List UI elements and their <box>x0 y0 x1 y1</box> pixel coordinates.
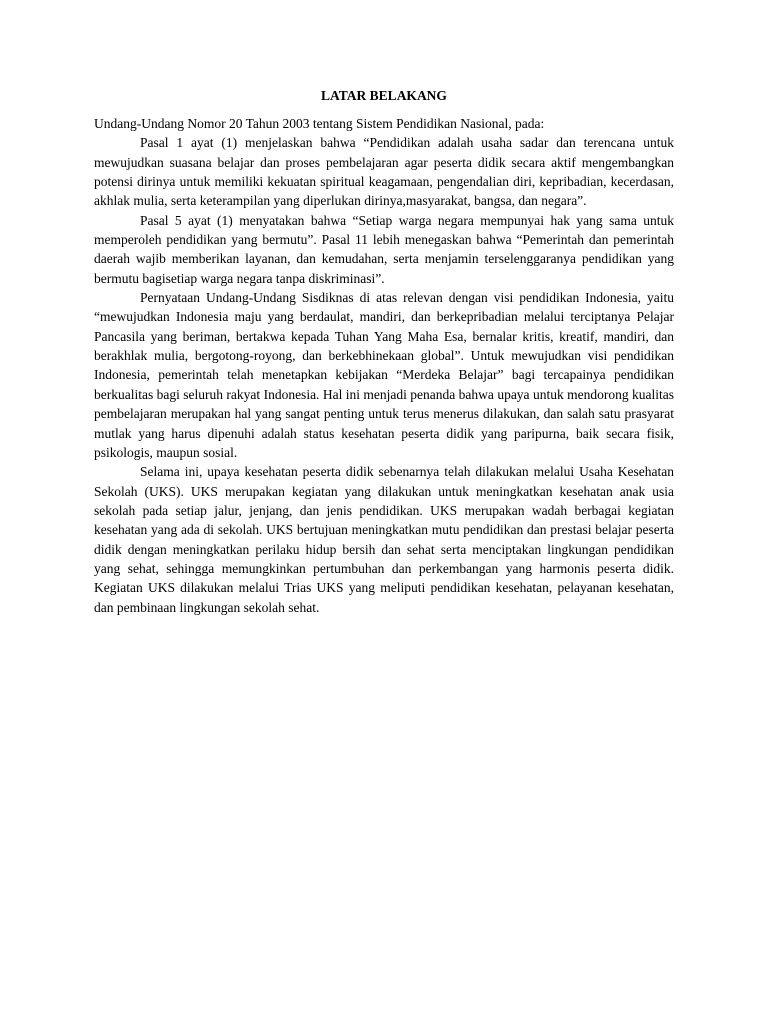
document-page <box>94 84 674 617</box>
paragraph-uks: Selama ini, upaya kesehatan peserta didik sebenarnya telah dilakukan melalui Usaha Kesehatan Sekolah (UKS). UKS merupakan kegiatan yang dilakukan untuk meningkatkan kesehatan anak usia sekolah pada setiap jalur, jenjang, dan jenis pendidikan. UKS merupakan wadah berbagai kegiatan kesehatan yang ada di sekolah. UKS bertujuan meningkatkan mutu pendidikan dan prestasi belajar peserta didik dengan meningkatkan perilaku hidup bersih dan sehat serta menciptakan lingkungan pendidikan yang sehat, sehingga memungkinkan pertumbuhan dan perkembangan yang harmonis peserta didik. Kegiatan UKS dilakukan melalui Trias UKS yang meliputi pendidikan kesehatan, pelayanan kesehatan, dan pembinaan lingkungan sekolah sehat. <box>94 464 674 615</box>
document-title: LATAR BELAKANG <box>321 88 447 103</box>
paragraph-pasal-1: Pasal 1 ayat (1) menjelaskan bahwa “Pendidikan adalah usaha sadar dan terencana untuk mewujudkan suasana belajar dan proses pembelajaran agar peserta didik secara aktif mengembangkan potensi dirinya untuk memiliki kekuatan spiritual keagamaan, pengendalian diri, kepribadian, kecerdasan, akhlak mulia, serta keterampilan yang diperlukan dirinya,masyarakat, bangsa, dan negara”. <box>94 135 674 209</box>
paragraph-pasal-5: Pasal 5 ayat (1) menyatakan bahwa “Setiap warga negara mempunyai hak yang sama untuk memperoleh pendidikan yang bermutu”. Pasal 11 lebih menegaskan bahwa “Pemerintah dan pemerintah daerah wajib memberikan layanan, dan kemudahan, serta menjamin terselenggaranya pendidikan yang bermutu bagisetiap warga negara tanpa diskriminasi”. <box>94 212 674 286</box>
paragraph-visi-pendidikan: Pernyataan Undang-Undang Sisdiknas di atas relevan dengan visi pendidikan Indonesia, yaitu “mewujudkan Indonesia maju yang berdaulat, mandiri, dan berkepribadian melalui terciptanya Pelajar Pancasila yang beriman, bertakwa kepada Tuhan Yang Maha Esa, bernalar kritis, kreatif, mandiri, dan berakhlak mulia, bergotong-royong, dan berkebhinekaan global”. Untuk mewujudkan visi pendidikan Indonesia, pemerintah telah menetapkan kebijakan “Merdeka Belajar” bagi tercapainya pendidikan berkualitas bagi seluruh rakyat Indonesia. Hal ini menjadi penanda bahwa upaya untuk mendorong kualitas pembelajaran merupakan hal yang sangat penting untuk terus menerus dilakukan, dan salah satu prasyarat mutlak yang harus dipenuhi adalah status kesehatan peserta didik yang paripurna, baik secara fisik, psikologis, maupun sosial. <box>94 290 674 460</box>
intro-line: Undang-Undang Nomor 20 Tahun 2003 tentang Sistem Pendidikan Nasional, pada: <box>94 116 545 131</box>
